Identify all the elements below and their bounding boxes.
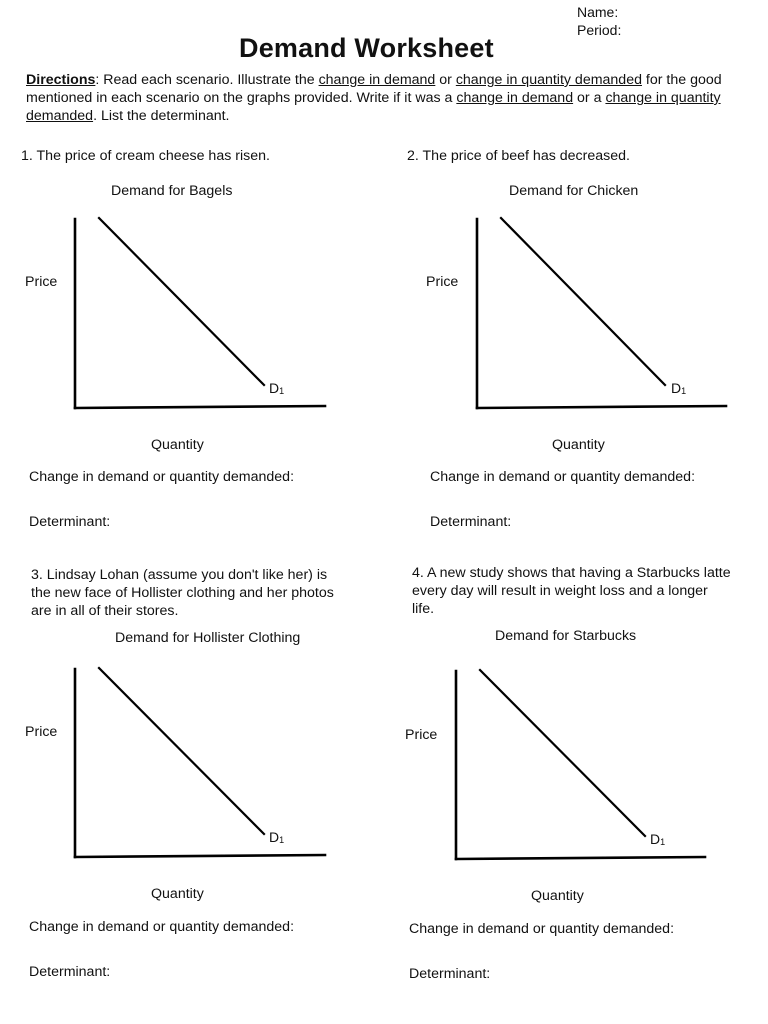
directions-text-4: or a xyxy=(573,90,606,106)
y-axis-label-3: Price xyxy=(25,724,58,740)
determinant-prompt-3: Determinant: xyxy=(29,964,111,980)
directions-text-5: . List the determinant. xyxy=(93,108,230,124)
y-axis-label-1: Price xyxy=(25,274,58,290)
graph-title-1: Demand for Bagels xyxy=(111,183,233,199)
curve-label-1: $D_1$ xyxy=(269,380,285,396)
x-axis-label-2: Quantity xyxy=(552,437,605,453)
graph-title-2: Demand for Chicken xyxy=(509,183,639,199)
directions-underline-2: change in quantity demanded xyxy=(455,72,642,88)
directions-underline-4: change in quantity demanded xyxy=(26,90,721,124)
scenario-3: 3. Lindsay Lohan (assume you don't like her) is the new face of Hollister clothing and her photos are in all of their stores. xyxy=(31,567,334,619)
scenario-1: 1. The price of cream cheese has risen. xyxy=(21,148,270,164)
directions-text-2: or xyxy=(435,72,456,88)
period-label: Period: xyxy=(577,22,622,38)
determinant-prompt-4: Determinant: xyxy=(409,966,491,982)
change-prompt-3: Change in demand or quantity demanded: xyxy=(29,919,295,935)
y-axis-label-2: Price xyxy=(426,274,459,290)
graph-title-3: Demand for Hollister Clothing xyxy=(115,630,301,646)
change-prompt-1: Change in demand or quantity demanded: xyxy=(29,469,295,485)
directions-underline-3: change in demand xyxy=(456,90,574,106)
determinant-prompt-2: Determinant: xyxy=(430,514,512,530)
change-prompt-4: Change in demand or quantity demanded: xyxy=(409,921,675,937)
page-title: Demand Worksheet xyxy=(239,33,494,63)
name-label: Name: xyxy=(577,4,619,20)
scenario-4: 4. A new study shows that having a Starbucks latte every day will result in weight loss and a longer life. xyxy=(412,565,731,617)
determinant-prompt-1: Determinant: xyxy=(29,514,111,530)
change-prompt-2: Change in demand or quantity demanded: xyxy=(430,469,696,485)
demand-curve-4 xyxy=(480,670,645,836)
directions-text-3: for the good mentioned in each scenario on the graphs provided. Write if it was a xyxy=(26,72,722,106)
curve-label-2: $D_1$ xyxy=(671,380,687,396)
curve-label-4: $D_1$ xyxy=(650,831,666,847)
y-axis-label-4: Price xyxy=(405,727,438,743)
directions-label: Directions xyxy=(26,72,96,88)
x-axis-label-3: Quantity xyxy=(151,886,204,902)
scenario-2: 2. The price of beef has decreased. xyxy=(407,148,630,164)
graph-title-4: Demand for Starbucks xyxy=(495,628,637,644)
directions-text-1: : Read each scenario. Illustrate the xyxy=(95,72,319,88)
x-axis-label-4: Quantity xyxy=(531,888,584,904)
curve-label-3: $D_1$ xyxy=(269,829,285,845)
directions-underline-1: change in demand xyxy=(318,72,436,88)
x-axis-label-1: Quantity xyxy=(151,437,204,453)
x-axis-4 xyxy=(456,857,705,859)
